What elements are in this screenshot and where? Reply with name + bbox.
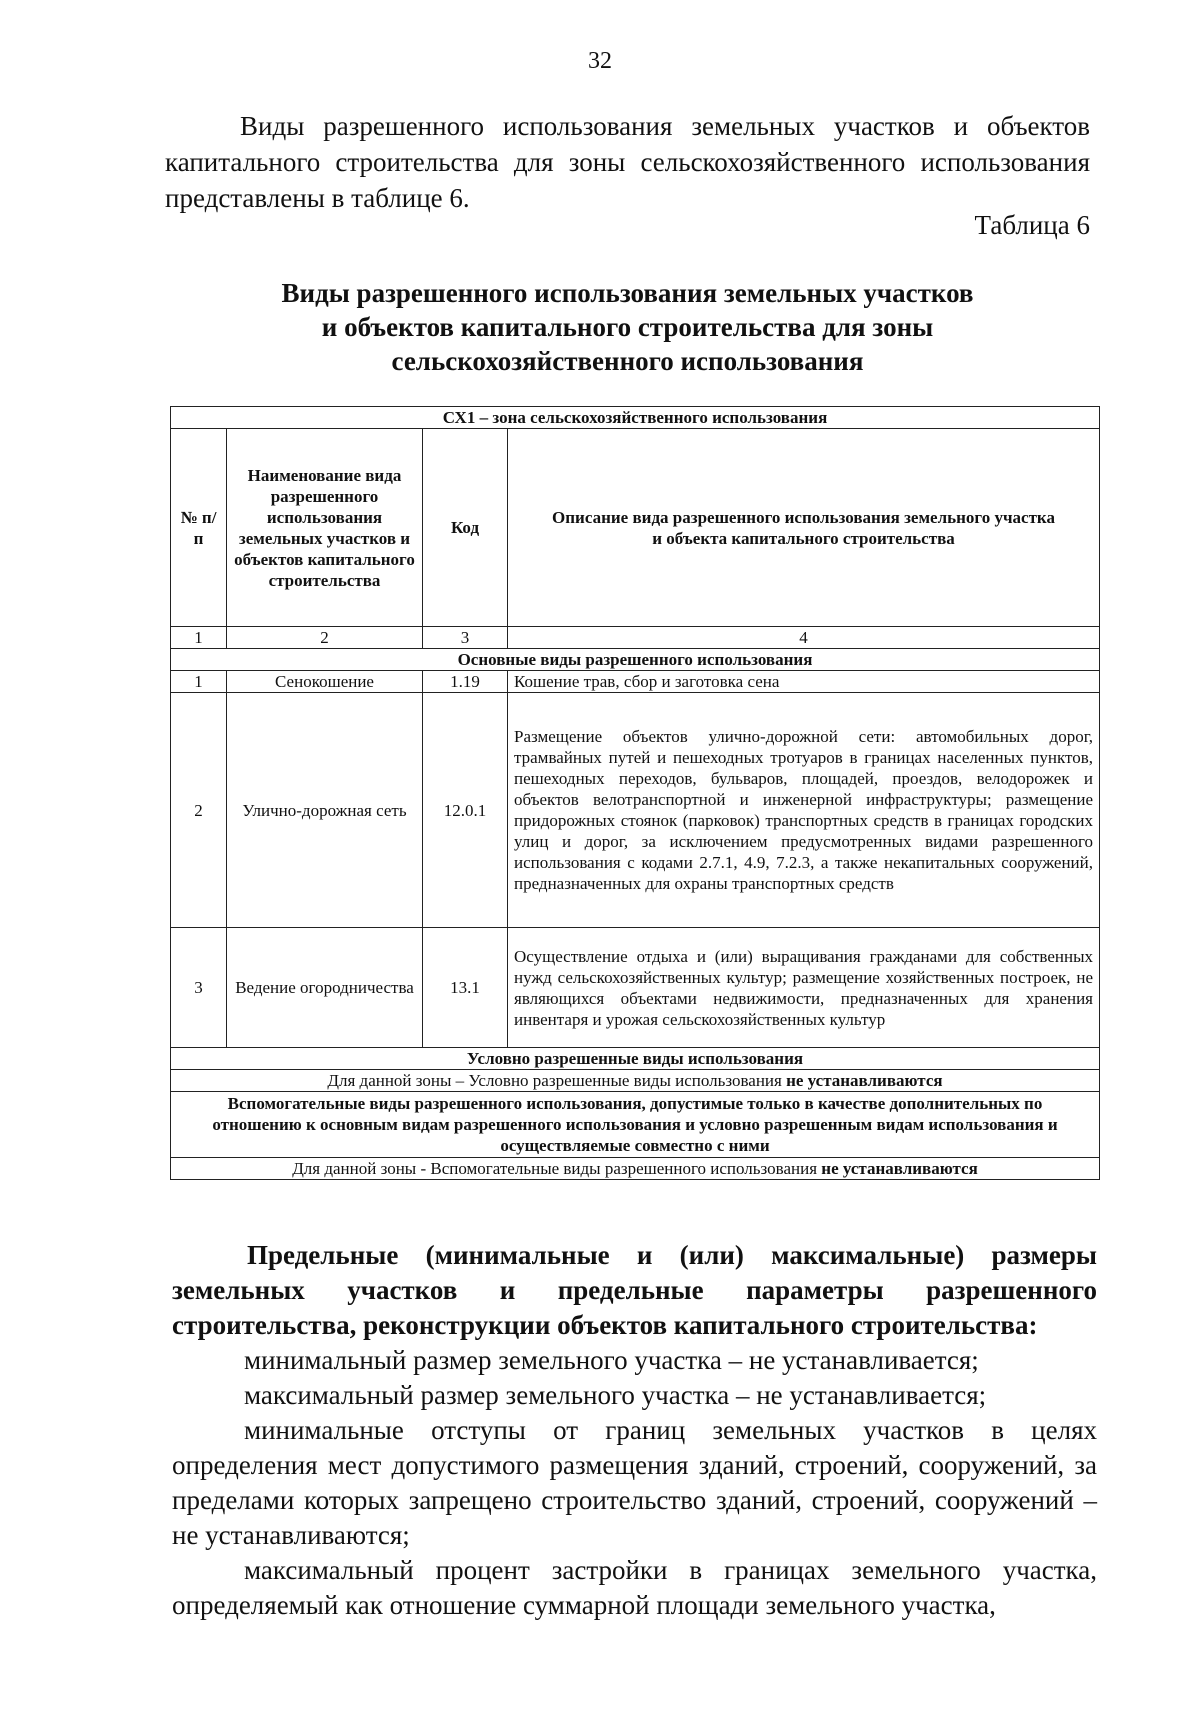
- column-number: 3: [423, 627, 508, 649]
- row-code: 13.1: [423, 928, 508, 1048]
- table-title-line: сельскохозяйственного использования: [391, 346, 864, 376]
- row-name: Улично-дорожная сеть: [227, 693, 423, 928]
- row-num: 1: [171, 671, 227, 693]
- row-description: Кошение трав, сбор и заготовка сена: [508, 671, 1100, 693]
- limits-item: минимальный размер земельного участка – не устанавливается;: [244, 1345, 979, 1375]
- limits-item: минимальные отступы от границ земельных участков в целях определения мест допустимого размещения зданий, строений, сооружений, за пределами которых запрещено строительство зданий, строений, сооружений – не устанавливаются;: [172, 1415, 1097, 1550]
- col-header-description: Описание вида разрешенного использования земельного участка и объекта капитального строительства: [508, 429, 1100, 627]
- row-description: Осуществление отдыха и (или) выращивания гражданами для собственных нужд сельскохозяйственных культур; размещение хозяйственных построек, не являющихся объектами недвижимости, предназначенных для хранения инвентаря и урожая сельскохозяйственных культур: [508, 928, 1100, 1048]
- limits-list: [172, 1343, 1097, 1623]
- column-number: 2: [227, 627, 423, 649]
- limits-heading: Предельные (минимальные и (или) максимальные) размеры земельных участков и предельные параметры разрешенного строительства, реконструкции объектов капитального строительства:: [172, 1240, 1097, 1340]
- table-row: [171, 693, 1100, 928]
- row-code: 12.0.1: [423, 693, 508, 928]
- zone-table: [170, 406, 1100, 1180]
- conditional-note: [171, 1070, 1100, 1092]
- page-number: 32: [588, 48, 612, 74]
- table-title: [165, 276, 1090, 378]
- conditional-note-text: Для данной зоны – Условно разрешенные виды использования: [327, 1071, 787, 1090]
- table-title-line: Виды разрешенного использования земельных участков: [281, 278, 974, 308]
- section-auxiliary: Вспомогательные виды разрешенного использования, допустимые только в качестве дополнительных по отношению к основным видам разрешенного использования и условно разрешенным видам использования и осуществляемые совместно с ними: [171, 1092, 1100, 1158]
- limits-item: максимальный процент застройки в границах земельного участка, определяемый как отношение суммарной площади земельного участка,: [172, 1555, 1097, 1620]
- col-header-num: № п/п: [171, 429, 227, 627]
- row-num: 3: [171, 928, 227, 1048]
- row-num: 2: [171, 693, 227, 928]
- row-name: Ведение огородничества: [227, 928, 423, 1048]
- auxiliary-note: [171, 1158, 1100, 1180]
- table-title-line: и объектов капитального строительства для зоны: [321, 312, 934, 342]
- section-main: Основные виды разрешенного использования: [171, 649, 1100, 671]
- zone-header: СХ1 – зона сельскохозяйственного использования: [171, 407, 1100, 429]
- table-row: [171, 671, 1100, 693]
- table-label: Таблица 6: [974, 210, 1090, 240]
- col-header-name: Наименование вида разрешенного использования земельных участков и объектов капитального строительства: [227, 429, 423, 627]
- row-description: Размещение объектов улично-дорожной сети: автомобильных дорог, трамвайных путей и пешеходных тротуаров в границах населенных пунктов, пешеходных переходов, бульваров, площадей, проездов, велодорожек и объектов велотранспортной и инженерной инфраструктуры; размещение придорожных стоянок (парковок) транспортных средств в границах городских улиц и дорог, за исключением предусмотренных видами разрешенного использования с кодами 2.7.1, 4.9, 7.2.3, а также некапитальных сооружений, предназначенных для охраны транспортных средств: [508, 693, 1100, 928]
- column-number: 4: [508, 627, 1100, 649]
- column-number: 1: [171, 627, 227, 649]
- limits-item: максимальный размер земельного участка – не устанавливается;: [244, 1380, 987, 1410]
- col-header-code: Код: [423, 429, 508, 627]
- auxiliary-note-bold: не устанавливаются: [821, 1159, 978, 1178]
- section-conditional: Условно разрешенные виды использования: [171, 1048, 1100, 1070]
- row-code: 1.19: [423, 671, 508, 693]
- auxiliary-note-text: Для данной зоны - Вспомогательные виды разрешенного использования: [292, 1159, 822, 1178]
- conditional-note-bold: не устанавливаются: [786, 1071, 943, 1090]
- intro-paragraph: Виды разрешенного использования земельных участков и объектов капитального строительства для зоны сельскохозяйственного использования представлены в таблице 6.: [165, 111, 1090, 213]
- table-row: [171, 928, 1100, 1048]
- row-name: Сенокошение: [227, 671, 423, 693]
